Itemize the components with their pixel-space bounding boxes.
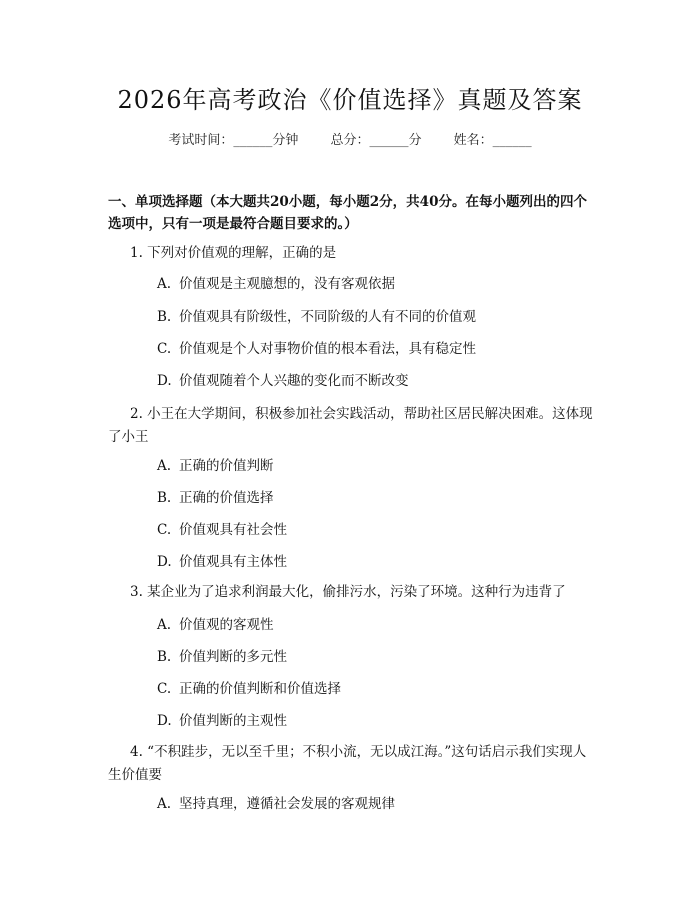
option-text: 价值观的客观性 (179, 617, 274, 633)
option-letter: D. (157, 373, 172, 389)
option-letter: C. (157, 341, 172, 357)
question-2-option-d (157, 552, 597, 572)
question-2-option-c (157, 520, 597, 540)
option-text: 价值观是个人对事物价值的根本看法，具有稳定性 (179, 341, 476, 357)
option-letter: D. (157, 554, 172, 570)
option-text: 价值判断的主观性 (179, 713, 287, 729)
option-letter: B. (157, 649, 172, 665)
option-text: 价值观随着个人兴趣的变化而不断改变 (179, 373, 409, 389)
question-3-option-c (157, 679, 597, 699)
section-heading: 一、单项选择题（本大题共20小题，每小题2分，共40分。在每小题列出的四个选项中，只有一项是最符合题目要求的。） (108, 194, 587, 232)
option-text: 价值观具有社会性 (179, 522, 287, 538)
option-letter: D. (157, 713, 172, 729)
option-letter: A. (157, 458, 172, 474)
option-text: 价值判断的多元性 (179, 649, 287, 665)
page-title: 2026年高考政治《价值选择》真题及答案 (117, 86, 583, 114)
option-letter: A. (157, 276, 172, 292)
question-3-option-b (157, 647, 597, 667)
option-text: 价值观是主观臆想的，没有客观依据 (179, 276, 395, 292)
option-letter: B. (157, 490, 172, 506)
question-1-option-a (157, 274, 597, 294)
option-letter: B. (157, 309, 172, 325)
option-letter: C. (157, 522, 172, 538)
question-4-stem: 4. “不积跬步，无以至千里；不积小流，无以成江海。”这句话启示我们实现人生价值要 (108, 744, 587, 783)
total-score-field: 总分：______分 (330, 133, 422, 148)
question-3-stem: 3. 某企业为了追求利润最大化，偷排污水，污染了环境。这种行为违背了 (130, 584, 566, 600)
question-1-stem: 1. 下列对价值观的理解，正确的是 (130, 245, 337, 261)
exam-info-line (0, 131, 700, 151)
option-text: 价值观具有阶级性，不同阶级的人有不同的价值观 (179, 309, 476, 325)
option-text: 正确的价值选择 (179, 490, 274, 506)
question-3-option-d (157, 711, 597, 731)
question-2-stem: 2. 小王在大学期间，积极参加社会实践活动，帮助社区居民解决困难。这体现了小王 (108, 406, 593, 445)
question-1-option-d (157, 371, 597, 391)
option-text: 正确的价值判断 (179, 458, 274, 474)
question-2-option-b (157, 488, 597, 508)
option-text: 价值观具有主体性 (179, 554, 287, 570)
question-3-option-a (157, 615, 597, 635)
question-1-option-b (157, 307, 597, 327)
option-letter: A. (157, 617, 172, 633)
exam-time-field: 考试时间：______分钟 (168, 133, 299, 148)
question-1-option-c (157, 339, 597, 359)
question-4-option-a (157, 794, 597, 814)
option-text: 正确的价值判断和价值选择 (179, 681, 341, 697)
option-text: 坚持真理，遵循社会发展的客观规律 (179, 796, 395, 812)
option-letter: A. (157, 796, 172, 812)
option-letter: C. (157, 681, 172, 697)
student-name-field: 姓名：______ (453, 133, 532, 148)
question-2-option-a (157, 456, 597, 476)
